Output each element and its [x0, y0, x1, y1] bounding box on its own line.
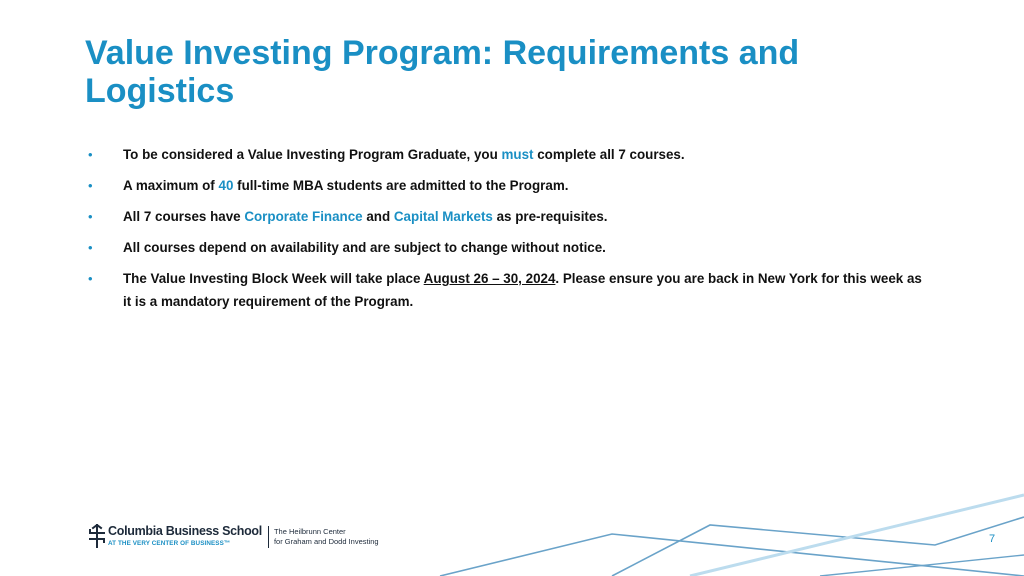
logo-wordmark [108, 524, 262, 548]
bullet-text: full-time MBA students are admitted to the Program. [233, 178, 569, 193]
bullet-text: All 7 courses have [123, 209, 245, 224]
page-number: 7 [989, 533, 996, 545]
bullet-text: as pre-requisites. [492, 209, 608, 224]
highlight-must: must [501, 147, 534, 162]
heilbrunn-line-2: for Graham and Dodd Investing [273, 537, 379, 546]
columbia-crown-icon [88, 524, 106, 548]
bullet-text: complete all 7 courses. [533, 147, 685, 162]
slide-title: Value Investing Program: Requirements and Logistics [85, 34, 800, 110]
logo-name: Columbia Business School [108, 524, 262, 538]
logo-tagline: AT THE VERY CENTER OF BUSINESS™ [108, 540, 231, 547]
bullet-marker: • [88, 271, 93, 286]
highlight-max-students: 40 [218, 178, 234, 193]
deco-line-1 [440, 534, 1024, 576]
bullet-marker: • [88, 240, 93, 255]
bullet-text: All courses depend on availability and are subject to change without notice. [123, 240, 606, 255]
columbia-business-school-logo [88, 524, 379, 552]
bullet-text: and [362, 209, 394, 224]
bullet-marker: • [88, 147, 93, 162]
highlight-corporate-finance: Corporate Finance [244, 209, 363, 224]
deco-line-3 [690, 495, 1024, 576]
logo-divider [268, 526, 269, 548]
heilbrunn-line-1: The Heilbrunn Center [273, 527, 346, 536]
bullet-marker: • [88, 178, 93, 193]
bullet-text: . Please ensure you are back in New York for this week as it is a mandatory requirement of the Program. [123, 271, 922, 309]
heilbrunn-center-label [274, 524, 379, 547]
bullet-marker: • [88, 209, 93, 224]
bullet-text: The Value Investing Block Week will take place [123, 271, 424, 286]
bullet-text: To be considered a Value Investing Program Graduate, you [123, 147, 502, 162]
highlight-capital-markets: Capital Markets [393, 209, 493, 224]
block-week-dates: August 26 – 30, 2024 [423, 271, 556, 286]
bullet-text: A maximum of [123, 178, 219, 193]
